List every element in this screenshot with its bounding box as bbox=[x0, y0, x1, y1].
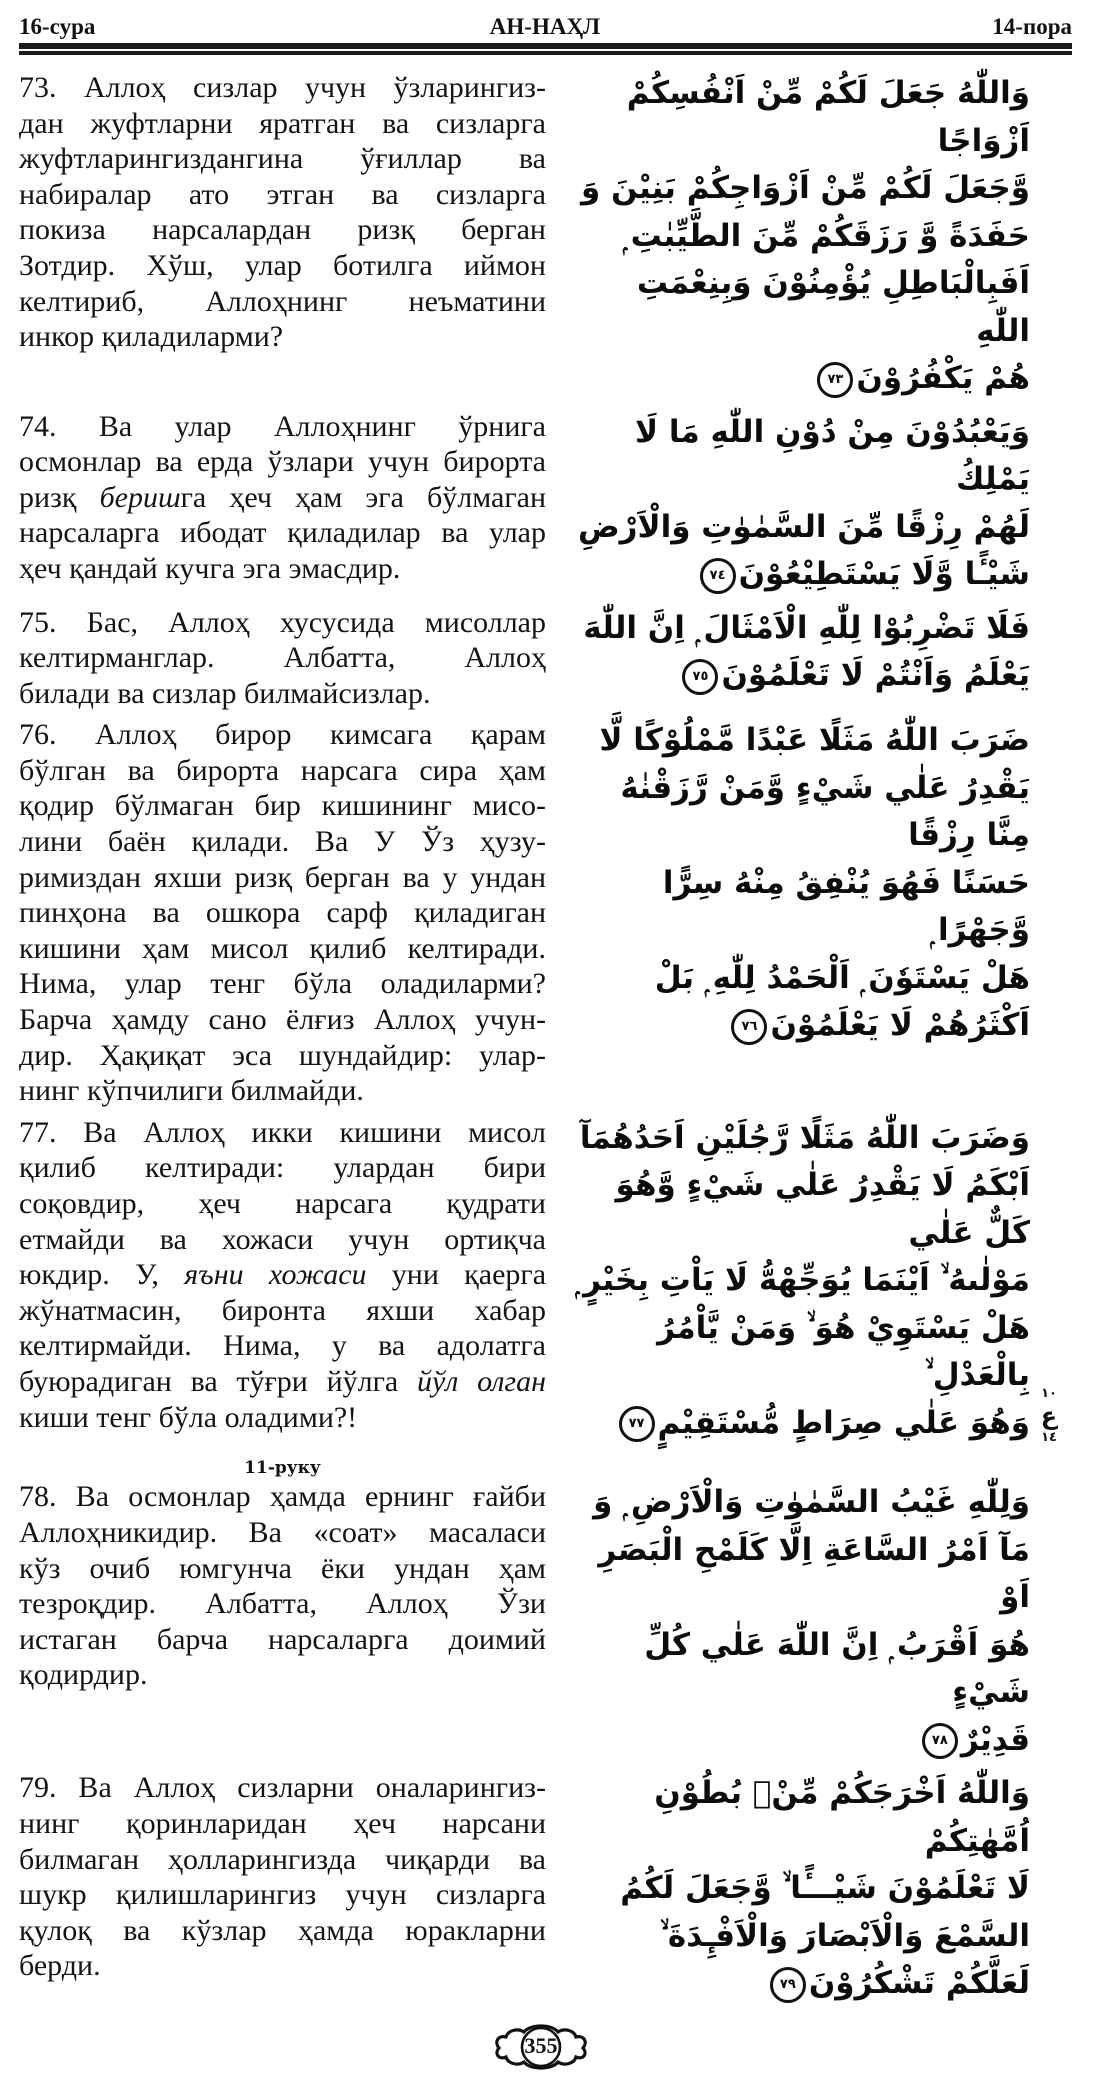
text-line: жўнатмасин, биронта яхши хабар bbox=[19, 1293, 546, 1327]
translation-verse-74 bbox=[19, 409, 546, 605]
translation-verse-77 bbox=[19, 1115, 546, 1454]
text-line: кишини ҳам мисол қилиб келтиради. bbox=[19, 931, 546, 965]
text-line: келтириб, Аллоҳнинг неъматини bbox=[19, 284, 546, 318]
arabic-line: هَلْ يَسْتَوٗنَ ۭ اَلْحَمْدُ لِلّٰهِ ۭ بَلْ bbox=[654, 959, 1030, 996]
arabic-text: اَكْثَرُهُمْ لَا يَعْلَمُوْنَ bbox=[770, 1007, 1030, 1044]
arabic-line: السَّمْعَ وَالْاَبْصَارَ وَالْاَفْـِٕدَةَ ۙ bbox=[660, 1917, 1030, 1954]
text-line: қилиб келтиради: улардан бири bbox=[19, 1151, 546, 1185]
verse-number-marker: ٧٧ bbox=[619, 1406, 655, 1442]
arabic-text: هُمْ يَكْفُرُوْنَ bbox=[856, 360, 1030, 396]
arabic-line: حَسَنًا فَهُوَ يُنْفِقُ مِنْهُ سِرًّا وَّجَهْرًا ۭ bbox=[662, 864, 1030, 949]
text-line: 79. Ва Аллоҳ сизларни оналарингиз- bbox=[19, 1771, 546, 1805]
italic-insertion: бериш bbox=[99, 480, 181, 514]
text-line: етмайди ва хожаси учун ортиқча bbox=[19, 1222, 546, 1256]
text-segment: буюрадиган ва тўғри йўлга bbox=[19, 1364, 417, 1398]
text-line: соқовдир, ҳеч нарсага қудрати bbox=[19, 1187, 546, 1220]
text-line: 78. Ва осмонлар ҳамда ернинг ғайби bbox=[19, 1480, 546, 1514]
verse-number-marker: ٧٣ bbox=[817, 362, 853, 398]
italic-insertion: яъни хожаси bbox=[184, 1258, 367, 1292]
text-line: истаган барча нарсаларга доимий bbox=[19, 1622, 546, 1656]
text-segment: га ҳеч ҳам эга бўлмаган bbox=[180, 480, 547, 514]
arabic-line: فَلَا تَضْرِبُوْا لِلّٰهِ الْاَمْثَالَ ۭ اِنَّ اللّٰهَ bbox=[583, 609, 1030, 646]
text-line: инкор қиладиларми? bbox=[19, 320, 284, 354]
arabic-text: يَعْلَمُ وَاَنْتُمْ لَا تَعْلَمُوْنَ bbox=[721, 657, 1030, 693]
text-line: дир. Ҳақиқат эса шундайдир: улар- bbox=[19, 1038, 546, 1072]
header-rule-thin bbox=[19, 51, 1072, 55]
arabic-line bbox=[574, 1960, 1030, 2008]
arabic-line bbox=[574, 551, 1030, 599]
text-line: 74. Ва улар Аллоҳнинг ўрнига bbox=[19, 409, 546, 443]
text-line: билади ва сизлар билмайсизлар. bbox=[19, 676, 431, 710]
juz-number-label: 14-пора bbox=[992, 14, 1072, 39]
arabic-text: وَهُوَ عَلٰي صِرَاطٍ مُّسْتَقِيْمٍ bbox=[657, 1404, 1030, 1441]
arabic-verse-73 bbox=[574, 70, 1030, 409]
text-line: Нима, улар тенг бўла оладиларми? bbox=[19, 967, 546, 1001]
verse-number-marker: ٧٤ bbox=[700, 558, 736, 594]
ruku-marker-bottom: ١٤ bbox=[1041, 1430, 1057, 1446]
margin-cell bbox=[1030, 409, 1072, 605]
text-line: қодирдир. bbox=[19, 1658, 148, 1692]
arabic-line bbox=[574, 1002, 1030, 1050]
text-line: 73. Аллоҳ сизлар учун ўзларингиз- bbox=[19, 71, 546, 104]
text-line: дан жуфтларни яратган ва сизларга bbox=[19, 106, 546, 140]
margin-cell bbox=[1030, 1770, 1072, 2014]
arabic-line: وَّجَعَلَ لَكُمْ مِّنْ اَزْوَاجِكُمْ بَنِيْنَ وَ bbox=[581, 170, 1030, 206]
verse-number-marker: ٧٥ bbox=[682, 659, 718, 695]
page-header bbox=[19, 0, 1072, 56]
arabic-line: اَفَبِالْبَاطِلِ يُؤْمِنُوْنَ وَبِنِعْمَتِ اللّٰهِ bbox=[636, 265, 1030, 349]
text-line: 75. Бас, Аллоҳ хусусида мисоллар bbox=[19, 605, 546, 639]
text-line: набиралар ато этган ва сизларга bbox=[19, 177, 546, 211]
arabic-line bbox=[574, 355, 1030, 403]
text-line: римиздан яхши ризқ берган ва у ундан bbox=[19, 860, 546, 894]
text-line: лини баён қилади. Ва У Ўз ҳузу- bbox=[19, 825, 546, 859]
arabic-line: وَضَرَبَ اللّٰهُ مَثَلًا رَّجُلَيْنِ اَحَدُهُمَآ bbox=[579, 1119, 1030, 1156]
verse-number-marker: ٧٦ bbox=[731, 1009, 767, 1045]
arabic-line: هَلْ يَسْتَوِيْ هُوَ ۙ وَمَنْ يَّاْمُرُ بِالْعَدْلِ ۙ bbox=[657, 1309, 1030, 1394]
arabic-text: قَدِيْرٌ bbox=[960, 1721, 1030, 1758]
text-segment: юкдир. У, bbox=[19, 1258, 185, 1292]
margin-cell bbox=[1030, 1115, 1072, 1454]
translation-verse-76 bbox=[19, 717, 546, 1115]
text-line bbox=[19, 480, 546, 516]
surah-number-label: 16-сура bbox=[19, 14, 96, 39]
text-line: шукр қилишларингиз учун сизларга bbox=[19, 1878, 546, 1912]
text-line: покиза нарсалардан ризқ берган bbox=[19, 213, 546, 247]
text-line: нинг кўпчилиги билмайди. bbox=[19, 1074, 364, 1108]
text-line: нинг қоринларидан ҳеч нарсани bbox=[19, 1806, 546, 1840]
text-line: осмонлар ва ерда ўзлари учун бирорта bbox=[19, 445, 546, 479]
text-line: киши тенг бўла оладими?! bbox=[19, 1400, 358, 1434]
arabic-verse-77 bbox=[574, 1115, 1030, 1454]
arabic-verse-74 bbox=[574, 409, 1030, 605]
arabic-line: ضَرَبَ اللّٰهُ مَثَلًا عَبْدًا مَّمْلُوْكًا لَّا bbox=[599, 722, 1030, 759]
arabic-line: وَاللّٰهُ اَخْرَجَكُمْ مِّنْۢ بُطُوْنِ اُمَّهٰتِكُمْ bbox=[654, 1775, 1030, 1859]
arabic-line: مَآ اَمْرُ السَّاعَةِ اِلَّا كَلَمْحِ الْبَصَرِ اَوْ bbox=[598, 1531, 1030, 1616]
arabic-verse-75 bbox=[574, 605, 1030, 718]
text-line: бўлган ва бирорта нарсага сира ҳам bbox=[19, 753, 546, 787]
header-rule-thick bbox=[19, 43, 1072, 49]
arabic-verse-79 bbox=[574, 1770, 1030, 2014]
margin-cell bbox=[1030, 605, 1072, 718]
margin-cell bbox=[1030, 1479, 1072, 1770]
surah-title: АН-НАҲЛ bbox=[489, 14, 601, 39]
arabic-line: وَلِلّٰهِ غَيْبُ السَّمٰوٰتِ وَالْاَرْضِ ۭ وَ bbox=[593, 1484, 1030, 1521]
ruku-label: 11-руку bbox=[244, 1458, 321, 1479]
translation-verse-78 bbox=[19, 1479, 546, 1770]
text-line: билмаган ҳолларингизда чиқарди ва bbox=[19, 1842, 546, 1876]
text-line bbox=[19, 1364, 546, 1400]
arabic-line bbox=[574, 1717, 1030, 1765]
text-line: қулоқ ва кўзлар ҳамда юракларни bbox=[19, 1913, 546, 1947]
arabic-line bbox=[574, 652, 1030, 700]
arabic-line: هُوَ اَقْرَبُ ۭ اِنَّ اللّٰهَ عَلٰي كُلِّ شَيْءٍ bbox=[644, 1626, 1030, 1711]
translation-verse-79 bbox=[19, 1770, 546, 2014]
text-line bbox=[19, 1257, 546, 1293]
text-line: 76. Аллоҳ бирор кимсага қарам bbox=[19, 718, 546, 752]
page-number: 355 bbox=[524, 2032, 558, 2058]
text-line: берди. bbox=[19, 1949, 101, 1983]
text-line: 77. Ва Аллоҳ икки кишини мисол bbox=[19, 1115, 546, 1149]
arabic-line: مَوْلٰىهُ ۙ اَيْنَمَا يُوَجِّهْهُّ لَا يَاْتِ بِخَيْرٍ ۭ bbox=[575, 1262, 1030, 1299]
arabic-line bbox=[574, 1400, 1030, 1448]
italic-insertion: йўл олган bbox=[416, 1364, 546, 1398]
ruku-marker-top: ١٠ bbox=[1041, 1386, 1057, 1402]
verses-grid bbox=[19, 70, 1072, 2014]
arabic-text: لَعَلَّكُمْ تَشْكُرُوْنَ bbox=[808, 1965, 1030, 2002]
text-line: Зотдир. Хўш, улар ботилга иймон bbox=[19, 248, 546, 282]
ruku-row-spacer bbox=[574, 1453, 1072, 1479]
margin-cell bbox=[1030, 717, 1072, 1115]
text-segment: уни қаерга bbox=[366, 1258, 547, 1292]
text-segment: ризқ bbox=[19, 480, 100, 514]
text-line: Барча ҳамду сано ёлғиз Аллоҳ учун- bbox=[19, 1003, 546, 1037]
text-line: нарсаларга ибодат қиладилар ва улар bbox=[19, 516, 546, 550]
arabic-line: لَهُمْ رِزْقًا مِّنَ السَّمٰوٰتِ وَالْاَرْضِ bbox=[577, 508, 1030, 545]
arabic-line: لَا تَعْلَمُوْنَ شَيْـــًٔا ۙ وَّجَعَلَ لَكُمُ bbox=[620, 1870, 1030, 1907]
arabic-text: شَيْـًٔا وَّلَا يَسْتَطِيْعُوْنَ bbox=[738, 556, 1030, 592]
verse-number-marker: ٧٩ bbox=[770, 1967, 806, 2003]
page-number-ornament bbox=[494, 2022, 588, 2072]
arabic-line: وَيَعْبُدُوْنَ مِنْ دُوْنِ اللّٰهِ مَا لَا يَمْلِكُ bbox=[634, 413, 1030, 497]
text-line: Аллоҳникидир. Ва «соат» масаласи bbox=[19, 1515, 546, 1549]
text-line: қодир бўлмаган бир кишининг мисо- bbox=[19, 789, 546, 823]
arabic-line: حَفَدَةً وَّ رَزَقَكُمْ مِّنَ الطَّيِّبٰتِ ۭ bbox=[622, 217, 1030, 254]
arabic-line: يَقْدِرُ عَلٰي شَيْءٍ وَّمَنْ رَّزَقْنٰهُ مِنَّا رِزْقًا bbox=[620, 769, 1030, 854]
arabic-line: وَاللّٰهُ جَعَلَ لَكُمْ مِّنْ اَنْفُسِكُمْ اَزْوَاجًا bbox=[626, 75, 1030, 159]
arabic-verse-76 bbox=[574, 717, 1030, 1115]
text-line: пинҳона ва ошкора сарф қиладиган bbox=[19, 896, 546, 930]
text-line: кўз очиб юмгунча ёки ундан ҳам bbox=[19, 1551, 546, 1585]
ruku-marker-sign: ع bbox=[1040, 1402, 1058, 1431]
text-line: келтирманглар. Албатта, Аллоҳ bbox=[19, 641, 546, 675]
page-footer bbox=[0, 2018, 1112, 2078]
translation-verse-73 bbox=[19, 70, 546, 409]
text-line: тезроқдир. Албатта, Аллоҳ Ўзи bbox=[19, 1587, 546, 1621]
translation-verse-75 bbox=[19, 605, 546, 718]
verse-number-marker: ٧٨ bbox=[922, 1723, 958, 1759]
text-line: жуфтларингиздангина ўғиллар ва bbox=[19, 142, 546, 176]
text-line: келтирмайди. Нима, у ва адолатга bbox=[19, 1329, 546, 1363]
arabic-line: اَبْكَمُ لَا يَقْدِرُ عَلٰي شَيْءٍ وَّهُوَ كَلٌّ عَلٰي bbox=[615, 1167, 1030, 1251]
arabic-verse-78 bbox=[574, 1479, 1030, 1770]
text-line: ҳеч қандай кучга эга эмасдир. bbox=[19, 551, 401, 585]
ruku-marker-icon bbox=[1038, 1387, 1060, 1445]
margin-cell bbox=[1030, 70, 1072, 409]
